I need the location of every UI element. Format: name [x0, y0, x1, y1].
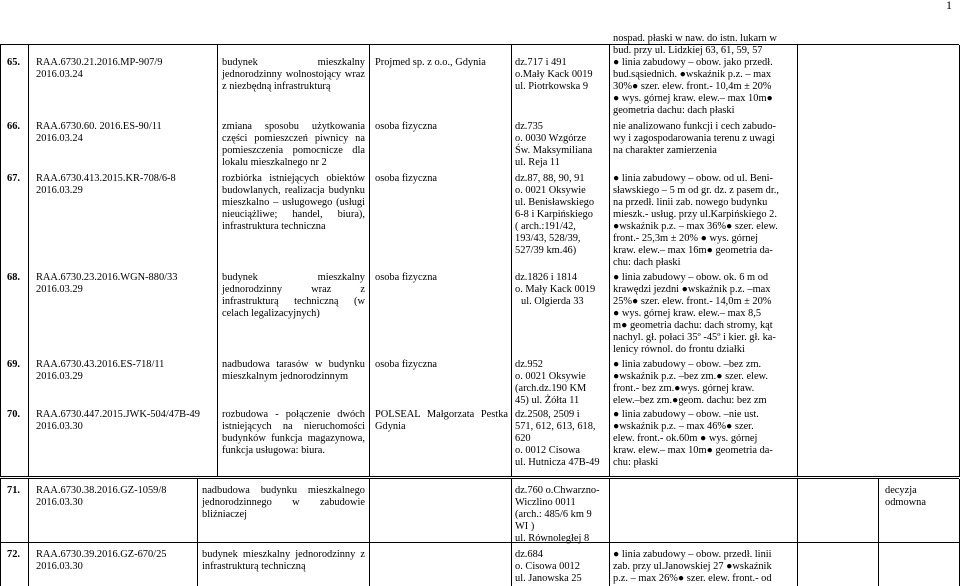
row-67-cond-5: ●wskaźnik p.z. – max 36%● szer. elew. [613, 221, 778, 232]
row-66-plot-1: dz.735 [515, 121, 543, 132]
row-72-cond-2: zab. przy ul.Janowskiej 27 ●wskaźnik [613, 561, 772, 572]
table-part-1 [0, 33, 959, 477]
row-72-plot-3: ul. Janowska 25 [515, 573, 582, 584]
row-70-cond-5: chu: płaski [613, 457, 659, 468]
row-67-plot-6: 193/43, 528/39, [515, 233, 581, 244]
row-66-plot-4: ul. Reja 11 [515, 157, 560, 168]
row-67-subject: rozbiórka istniejących obiektów budowlanych, realizacja budynku mieszkalno – usługowego (usługi nieuciążliwe; handel, biura), infrastruktura techniczna [222, 173, 365, 232]
row-67-plot-7: 527/39 km.46) [515, 245, 577, 256]
row-70-plot-5: ul. Hutnicza 47B-49 [515, 457, 600, 468]
row-68-plot-2: o. Mały Kack 0019 [515, 284, 596, 295]
row-71-plot-3: (arch.: 485/6 km 9 [515, 509, 592, 520]
row-66-cond-3: na charakter zamierzenia [613, 145, 717, 156]
row-66-case-number: RAA.6730.60. 2016.ES-90/11 [36, 121, 162, 132]
row-65-cond-1: nospad. płaski w naw. do istn. lukarn w [613, 33, 777, 44]
row-67-case-number: RAA.6730.413.2015.KR-708/6-8 [36, 173, 176, 184]
row-71-subject: nadbudowa budynku mieszkalnego jednorodzinnego w zabudowie bliźniaczej [202, 485, 365, 520]
row-65-cond-7: geometria dachu: dach płaski [613, 105, 735, 116]
row-70-plot-4: o. 0012 Cisowa [515, 445, 580, 456]
row-70-cond-4: kraw. elew.– max 10m● geometria da- [613, 445, 773, 456]
row-65-plot-2: o.Mały Kack 0019 [515, 69, 593, 80]
row-70-plot-2: 571, 612, 613, 618, [515, 421, 596, 432]
row-68-cond-2: krawędzi jezdni ●wskaźnik p.z. –max [613, 284, 771, 295]
row-70-subject: rozbudowa - połączenie dwóch istniejących na nieruchomości budynków funkcja magazynowa, funkcja usługowa: biura. [222, 409, 365, 456]
row-71-decision-1: decyzja [885, 485, 917, 496]
row-72-cond-3: p.z. – max 26%● szer. elew. front.- od [613, 573, 772, 584]
row-68-subject: budynek mieszkalny jednorodzinny wraz z infrastrukturą techniczną (w celach legalizacyjnych) [222, 272, 365, 319]
row-69-plot-1: dz.952 [515, 359, 543, 370]
row-70-lp: 70. [7, 409, 20, 420]
row-68-cond-6: nachyl. gł. połaci 35º -45º i kier. gł. ka- [613, 332, 776, 343]
row-66-cond-2: wy i zagospodarowania terenu z uwagi [613, 133, 775, 144]
row-70-cond-1: ● linia zabudowy – obow. –nie ust. [613, 409, 759, 420]
row-66-lp: 66. [7, 121, 20, 132]
row-68-cond-1: ● linia zabudowy – obow. ok. 6 m od [613, 272, 769, 283]
row-69-cond-3: front.- bez zm.●wys. górnej kraw. [613, 383, 755, 394]
row-67-cond-7: kraw. elew.– max 16m● geometria da- [613, 245, 773, 256]
row-72-case-number: RAA.6730.39.2016.GZ-670/25 [36, 549, 167, 560]
row-70-plot-1: dz.2508, 2509 i [515, 409, 580, 420]
row-68-cond-5: m● geometria dachu: dach stromy, kąt [613, 320, 773, 331]
row-65-lp: 65. [7, 57, 20, 68]
row-69-cond-1: ● linia zabudowy – obow. –bez zm. [613, 359, 762, 370]
row-69-case-date: 2016.03.29 [36, 371, 83, 382]
row-67-plot-5: ( arch.:191/42, [515, 221, 576, 232]
page-number: 1 [946, 0, 952, 12]
row-70-cond-2: ●wskaźnik p.z. – max 46%● szer. [613, 421, 754, 432]
row-65-case-date: 2016.03.24 [36, 69, 83, 80]
row-65-subject: budynek mieszkalny jednorodzinny wolnostojący wraz z niezbędną infrastrukturą [222, 57, 365, 92]
row-66-plot-3: Św. Maksymiliana [515, 145, 593, 156]
row-65-investor: Projmed sp. z o.o., Gdynia [375, 57, 486, 68]
row-71-plot-5: ul. Równoległej 8 [515, 533, 590, 544]
row-65-case-number: RAA.6730.21.2016.MP-907/9 [36, 57, 163, 68]
row-68-plot-3: ul. Olgierda 33 [521, 296, 584, 307]
row-68-lp: 68. [7, 272, 20, 283]
row-70-case-number: RAA.6730.447.2015.JWK-504/47B-49 [36, 409, 200, 420]
row-71-case-date: 2016.03.30 [36, 497, 83, 508]
row-70-investor: POLSEAL Małgorzata Pestka Gdynia [375, 409, 508, 432]
row-72-lp: 72. [7, 549, 20, 560]
row-67-plot-4: 6-8 i Karpińskiego [515, 209, 593, 220]
row-71-plot-1: dz.760 o.Chwarzno- [515, 485, 600, 496]
row-67-investor: osoba fizyczna [375, 173, 438, 184]
row-68-plot-1: dz.1826 i 1814 [515, 272, 578, 283]
row-69-lp: 69. [7, 359, 20, 370]
row-66-cond-1: nie analizowano funkcji i cech zabudo- [613, 121, 777, 132]
row-67-lp: 67. [7, 173, 20, 184]
row-72-subject: budynek mieszkalny jednorodzinny z infrastrukturą techniczną [202, 549, 365, 572]
row-72-cond-1: ● linia zabudowy – obow. przedł. linii [613, 549, 772, 560]
row-70-plot-3: 620 [515, 433, 531, 444]
row-66-investor: osoba fizyczna [375, 121, 438, 132]
row-65-cond-2: bud. przy ul. Lidzkiej 63, 61, 59, 57 [613, 45, 763, 56]
row-70-case-date: 2016.03.30 [36, 421, 83, 432]
row-67-case-date: 2016.03.29 [36, 185, 83, 196]
row-68-case-number: RAA.6730.23.2016.WGN-880/33 [36, 272, 178, 283]
row-65-cond-3: ● linia zabudowy – obow. jako przedł. [613, 57, 773, 68]
row-67-plot-3: ul. Benisławskiego [515, 197, 595, 208]
row-72-plot-1: dz.684 [515, 549, 543, 560]
row-68-cond-7: lenicy równol. do frontu działki [613, 344, 745, 355]
row-68-cond-3: 25%● szer. elew. front.- 14,0m ± 20% [613, 296, 772, 307]
row-69-investor: osoba fizyczna [375, 359, 438, 370]
row-67-cond-2: sławskiego – 5 m od gr. dz. z pasem dr., [613, 185, 779, 196]
row-65-cond-4: bud.sąsiednich. ●wskaźnik p.z. – max [613, 69, 772, 80]
row-69-cond-4: elew.–bez zm.●geom. dachu: bez zm [613, 395, 767, 406]
row-66-case-date: 2016.03.24 [36, 133, 83, 144]
row-69-subject: nadbudowa tarasów w budynku mieszkalnym jednorodzinnym [222, 359, 365, 382]
row-66-plot-2: o. 0030 Wzgórze [515, 133, 587, 144]
row-67-cond-8: chu: dach płaski [613, 257, 681, 268]
row-69-plot-4: 45) ul. Żółta 11 [515, 395, 580, 406]
row-72-plot-2: o. Cisowa 0012 [515, 561, 580, 572]
row-66-subject: zmiana sposobu użytkowania części pomieszczeń piwnicy na pomieszczenia pomocnicze dla lokalu mieszkalnego nr 2 [222, 121, 365, 168]
row-67-cond-1: ● linia zabudowy – obow. od ul. Beni- [613, 173, 773, 184]
row-69-case-number: RAA.6730.43.2016.ES-718/11 [36, 359, 165, 370]
row-68-cond-4: ● wys. górnej kraw. elew.– max 8,5 [613, 308, 762, 319]
row-65-plot-3: ul. Piotrkowska 9 [515, 81, 589, 92]
row-69-plot-2: o. 0021 Oksywie [515, 371, 586, 382]
row-71-lp: 71. [7, 485, 20, 496]
row-71-decision-2: odmowna [885, 497, 926, 508]
row-67-cond-3: na przedł. linii zab. nowego budynku [613, 197, 768, 208]
row-65-cond-6: ● wys. górnej kraw. elew.– max 10m● [613, 93, 773, 104]
row-65-cond-5: 30%● szer. elew. front.- 10,4m ± 20% [613, 81, 772, 92]
row-70-cond-3: elew. front.- ok.60m ● wys. górnej [613, 433, 758, 444]
row-71-plot-4: WI ) [515, 521, 535, 532]
row-69-cond-2: ●wskaźnik p.z. –bez zm.● szer. elew. [613, 371, 768, 382]
row-67-plot-1: dz.87, 88, 90, 91 [515, 173, 585, 184]
table-part-2 [0, 478, 959, 586]
row-69-plot-3: (arch.dz.190 KM [515, 383, 587, 394]
row-68-investor: osoba fizyczna [375, 272, 438, 283]
row-67-cond-6: front.- 25,3m ± 20% ● wys. górnej [613, 233, 759, 244]
row-68-case-date: 2016.03.29 [36, 284, 83, 295]
row-72-case-date: 2016.03.30 [36, 561, 83, 572]
row-65-plot-1: dz.717 i 491 [515, 57, 567, 68]
row-67-cond-4: mieszk.- usług. przy ul.Karpińskiego 2. [613, 209, 777, 220]
row-71-case-number: RAA.6730.38.2016.GZ-1059/8 [36, 485, 167, 496]
row-71-plot-2: Wiczlino 0011 [515, 497, 576, 508]
row-67-plot-2: o. 0021 Oksywie [515, 185, 586, 196]
